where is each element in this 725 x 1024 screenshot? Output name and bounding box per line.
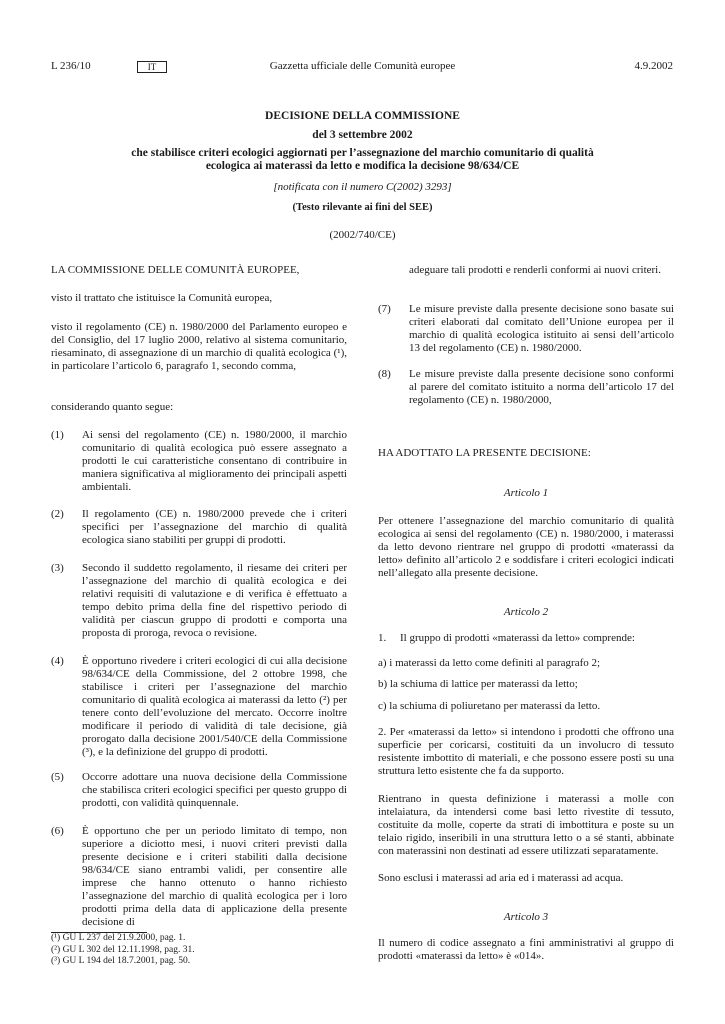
recital bbox=[51, 562, 347, 640]
recital-number: (2) bbox=[51, 508, 64, 520]
preamble-treaty: visto il trattato che istituisce la Comunità europea, bbox=[51, 292, 273, 304]
footnote-mark: (³) bbox=[51, 956, 61, 966]
recital-text: Le misure previste dalla presente decisione sono conformi al parere del comitato istituito a norma dell’articolo 17 del regolamento (CE) n. 1980/2000, bbox=[409, 368, 674, 406]
article-2-para-2: 2. Per «materassi da letto» si intendono i prodotti che offrono una superficie per coricarsi, costituiti da un involucro di tessuto resistente imbottito di materiali, e che possono essere posti su una struttura letto esistente che fa da supporto. bbox=[378, 726, 674, 777]
adopted-heading: HA ADOTTATO LA PRESENTE DECISIONE: bbox=[378, 447, 591, 459]
journal-title: Gazzetta ufficiale delle Comunità europee bbox=[269, 60, 456, 72]
footnote-text: GU L 237 del 21.9.2000, pag. 1. bbox=[62, 933, 186, 943]
article-2-item-b: b) la schiuma di lattice per materassi da letto; bbox=[378, 678, 578, 690]
decision-subject-line-1: che stabilisce criteri ecologici aggiornati per l’assegnazione del marchio comunitario di qualità bbox=[131, 147, 594, 159]
recital-text: Le misure previste dalla presente decisione sono basate sui criteri elaborati dal comitato dell’Unione europea per il marchio di qualità ecologica istituito ai sensi dell’articolo 13 del regolamento (CE) n. 1980/2000. bbox=[409, 303, 674, 354]
recital-number: (3) bbox=[51, 562, 64, 574]
recital-text: È opportuno che per un periodo limitato di tempo, non superiore a diciotto mesi, i nuovi criteri previsti dalla presente decisione e i criteri stabiliti dalla decisione 98/634/CE siano entrambi validi, per consentire alle imprese che hanno ottenuto o hanno richiesto l’assegnazione del marchio di qualità ecologica per i loro prodotti prima della data di applicazione della presente decisione di bbox=[82, 825, 347, 928]
recital-text: È opportuno rivedere i criteri ecologici di cui alla decisione 98/634/CE della Commissione, del 2 ottobre 1998, che stabilisce i criteri per l’assegnazione del marchio comunitario di qualità ecologica ai materassi da letto (²) per tenere conto dell’evoluzione del mercato. Occorre inoltre modificare il periodo di validità di tale decisione, già prorogato dalla decisione 2001/540/CE della Commissione (³), e la definizione del gruppo di prodotti. bbox=[82, 655, 347, 758]
footnotes bbox=[51, 933, 347, 968]
recital bbox=[378, 368, 674, 407]
recital-text: Ai sensi del regolamento (CE) n. 1980/2000, il marchio comunitario di qualità ecologica può essere assegnato a prodotti le cui caratteristiche consentano di contribuire in maniera significativa al miglioramento dei principali aspetti ambientali. bbox=[82, 429, 347, 493]
footnote bbox=[51, 945, 347, 957]
recital-number: (6) bbox=[51, 825, 64, 837]
recital bbox=[51, 655, 347, 759]
decision-date: del 3 settembre 2002 bbox=[312, 129, 413, 141]
footnote-mark: (²) bbox=[51, 944, 61, 955]
publication-date: 4.9.2002 bbox=[634, 60, 673, 72]
article-2-item-a: a) i materassi da letto come definiti al paragrafo 2; bbox=[378, 657, 601, 669]
recital bbox=[51, 825, 347, 929]
article-3-title: Articolo 3 bbox=[503, 911, 549, 923]
eea-relevance: (Testo rilevante ai fini del SEE) bbox=[292, 202, 433, 213]
recital-text: Secondo il suddetto regolamento, il riesame dei criteri per l’assegnazione del marchio di qualità ecologica e dei relativi requisiti di valutazione e di verifica è effettuato a tempo debito prima della fine del rispettivo periodo di validità per ciascun gruppo di prodotti e comporta una proposta di proroga, revoca o revisione. bbox=[82, 562, 347, 639]
article-1-title: Articolo 1 bbox=[503, 487, 549, 499]
recital bbox=[378, 303, 674, 355]
article-2-para-1: 1. Il gruppo di prodotti «materassi da letto» comprende: bbox=[378, 632, 635, 644]
footnote-mark: (¹) bbox=[51, 933, 61, 943]
preamble-considering: considerando quanto segue: bbox=[51, 401, 174, 413]
recital-text: Il regolamento (CE) n. 1980/2000 prevede che i criteri specifici per l’assegnazione del marchio di qualità ecologica siano stabiliti per gruppi di prodotti. bbox=[82, 508, 347, 546]
decision-subject-line-2: ecologica ai materassi da letto e modifica la decisione 98/634/CE bbox=[205, 160, 520, 172]
recital-number: (8) bbox=[378, 368, 391, 380]
recital bbox=[51, 771, 347, 810]
recital-number: (4) bbox=[51, 655, 64, 667]
footnote-text: GU L 302 del 12.11.1998, pag. 31. bbox=[62, 944, 195, 955]
footnote bbox=[51, 933, 347, 945]
recital-text: Occorre adottare una nuova decisione della Commissione che stabilisca criteri ecologici specifici per questo gruppo di prodotti, con validità quinquennale. bbox=[82, 771, 347, 809]
recital bbox=[51, 508, 347, 547]
article-2-para-3: Rientrano in questa definizione i materassi a molle con intelaiatura, da intendersi come basi letto rivestite di tessuto, costituite da molle, coperte da strati di imbottitura e poste su un telaio rigido, inseribili in una struttura letto o a sé stanti, abbinate con materassini non destinati ad essere utilizzati separatamente. bbox=[378, 793, 674, 857]
language-box: IT bbox=[137, 61, 167, 73]
preamble-commission: LA COMMISSIONE DELLE COMUNITÀ EUROPEE, bbox=[51, 264, 300, 276]
article-2-title: Articolo 2 bbox=[503, 606, 549, 618]
notification-number: [notificata con il numero C(2002) 3293] bbox=[273, 181, 452, 193]
article-2-item-c: c) la schiuma di poliuretano per materassi da letto. bbox=[378, 700, 601, 712]
decision-number: (2002/740/CE) bbox=[329, 229, 396, 241]
footnote-text: GU L 194 del 18.7.2001, pag. 50. bbox=[62, 956, 191, 966]
page-reference: L 236/10 bbox=[51, 60, 91, 72]
decision-title: DECISIONE DELLA COMMISSIONE bbox=[265, 110, 460, 122]
recital-number: (5) bbox=[51, 771, 64, 783]
recital-number: (1) bbox=[51, 429, 64, 441]
footnote bbox=[51, 956, 347, 968]
recital-number: (7) bbox=[378, 303, 391, 315]
preamble-regulation: visto il regolamento (CE) n. 1980/2000 del Parlamento europeo e del Consiglio, del 17 luglio 2000, relativo al sistema comunitario, riesaminato, di assegnazione di un marchio di qualità ecologica (¹), in particolare l’articolo 6, paragrafo 1, secondo comma, bbox=[51, 321, 347, 372]
article-2-para-4: Sono esclusi i materassi ad aria ed i materassi ad acqua. bbox=[378, 872, 624, 884]
recital-continuation: adeguare tali prodotti e renderli conformi ai nuovi criteri. bbox=[409, 264, 661, 276]
article-3-text: Il numero di codice assegnato a fini amministrativi al gruppo di prodotti «materassi da letto» è «014». bbox=[378, 937, 674, 962]
recital bbox=[51, 429, 347, 494]
article-1-text: Per ottenere l’assegnazione del marchio comunitario di qualità ecologica ai sensi del regolamento (CE) n. 1980/2000, i materassi da letto devono rientrare nel gruppo di prodotti «materassi da letto» definito all’articolo 2 e soddisfare i criteri ecologici indicati nell’allegato alla presente decisione. bbox=[378, 515, 674, 579]
